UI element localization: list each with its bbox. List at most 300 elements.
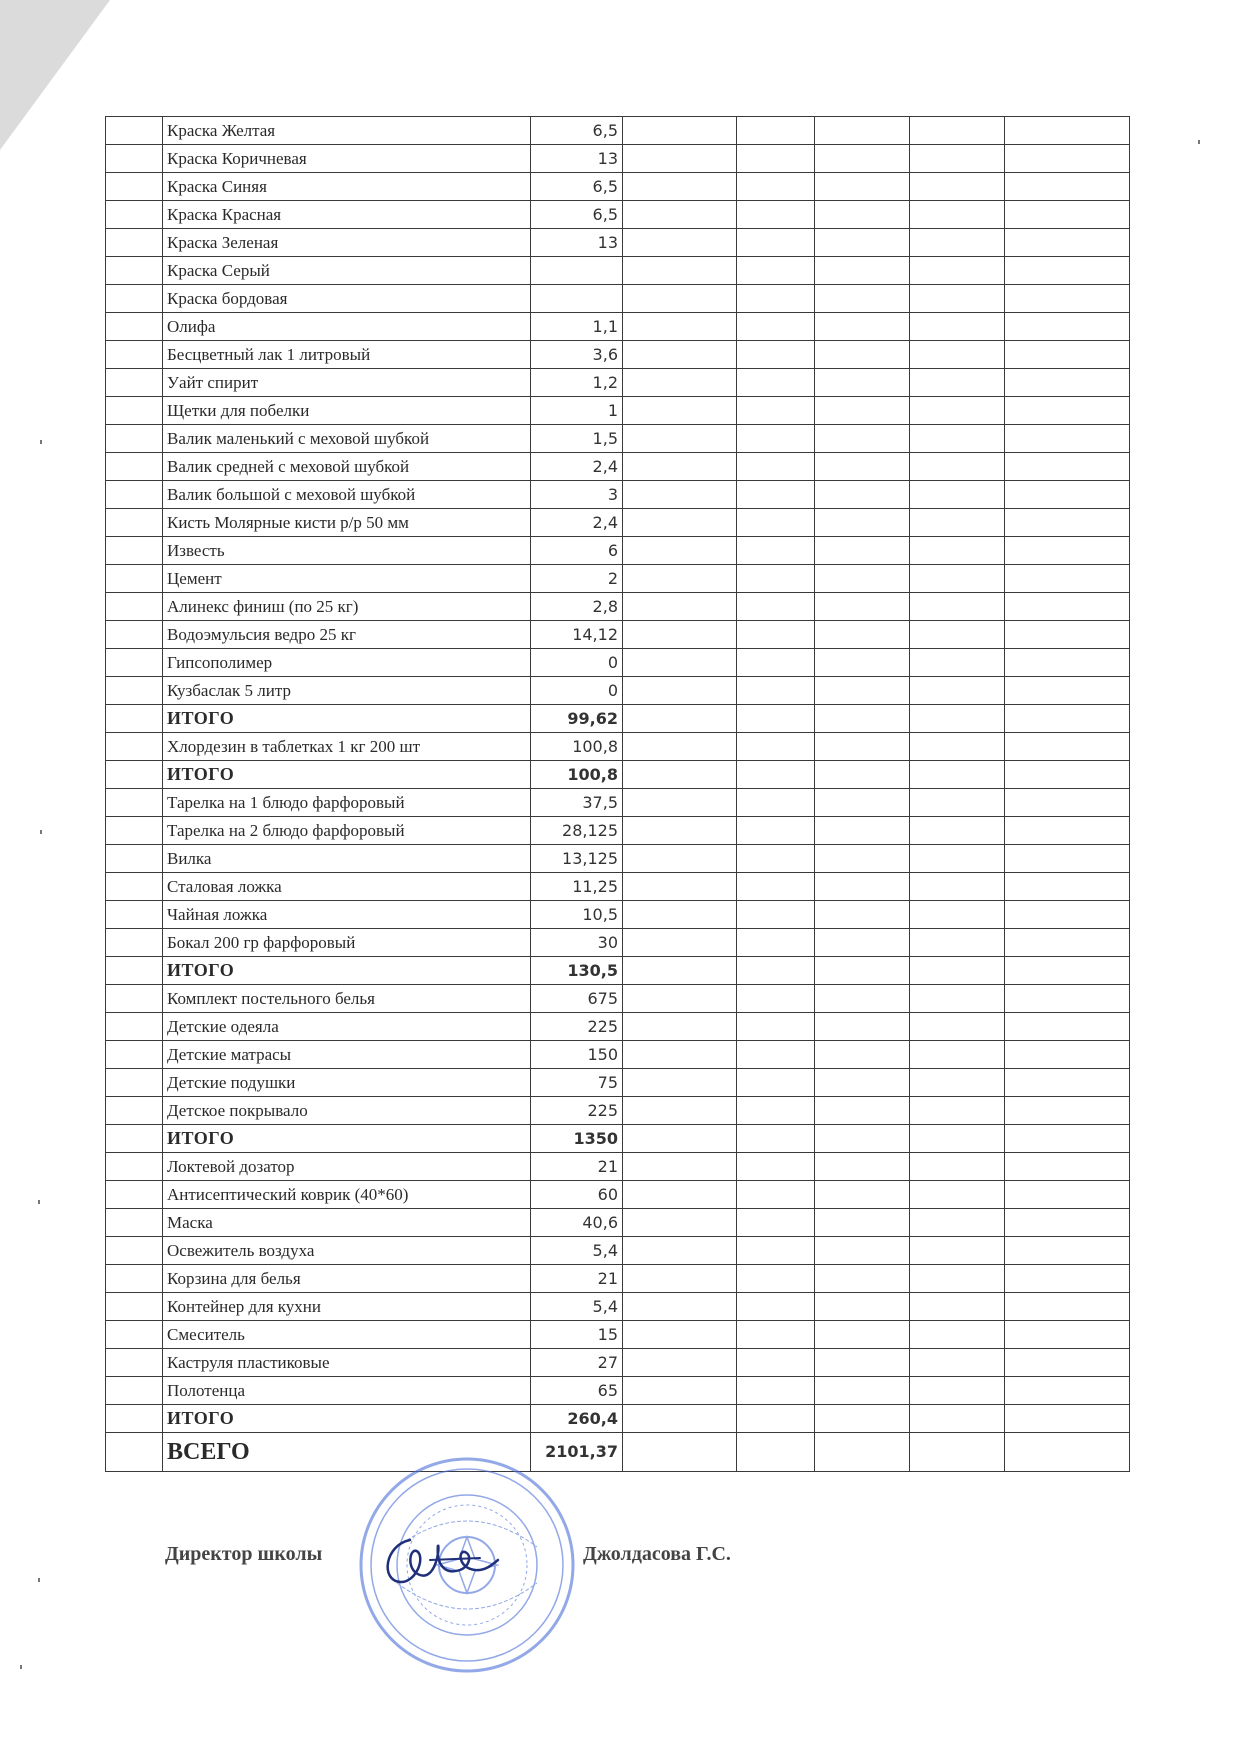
table-row (106, 1377, 1130, 1405)
item-value-cell: 11,25 (531, 873, 623, 901)
empty-cell (1005, 1013, 1130, 1041)
empty-cell (815, 705, 910, 733)
empty-cell (623, 537, 737, 565)
empty-cell (815, 1097, 910, 1125)
empty-cell (815, 1209, 910, 1237)
table-row (106, 1321, 1130, 1349)
empty-cell (737, 1265, 815, 1293)
empty-cell (623, 509, 737, 537)
empty-cell (623, 1041, 737, 1069)
item-value-cell: 150 (531, 1041, 623, 1069)
item-value-cell: 100,8 (531, 761, 623, 789)
empty-cell (910, 649, 1005, 677)
empty-cell (1005, 929, 1130, 957)
empty-cell (623, 817, 737, 845)
empty-cell (737, 201, 815, 229)
table-row (106, 985, 1130, 1013)
empty-cell (737, 789, 815, 817)
empty-cell (910, 761, 1005, 789)
empty-cell (1005, 957, 1130, 985)
item-name-cell: Локтевой дозатор (163, 1153, 531, 1181)
empty-cell (815, 929, 910, 957)
item-value-cell: 6,5 (531, 117, 623, 145)
empty-cell (910, 1265, 1005, 1293)
item-value-cell (531, 285, 623, 313)
table-row (106, 733, 1130, 761)
empty-cell (623, 1069, 737, 1097)
item-name-cell: Валик большой с меховой шубкой (163, 481, 531, 509)
empty-cell (737, 873, 815, 901)
item-value-cell: 675 (531, 985, 623, 1013)
table-row (106, 621, 1130, 649)
table-row (106, 369, 1130, 397)
table-row (106, 677, 1130, 705)
scan-speck (20, 1665, 22, 1669)
item-value-cell: 13,125 (531, 845, 623, 873)
item-name-cell: ИТОГО (163, 761, 531, 789)
empty-cell (106, 397, 163, 425)
empty-cell (1005, 369, 1130, 397)
empty-cell (737, 1041, 815, 1069)
empty-cell (1005, 1069, 1130, 1097)
empty-cell (106, 1265, 163, 1293)
empty-cell (1005, 593, 1130, 621)
empty-cell (623, 481, 737, 509)
empty-cell (106, 901, 163, 929)
empty-cell (106, 957, 163, 985)
table-row (106, 117, 1130, 145)
item-value-cell: 1,1 (531, 313, 623, 341)
empty-cell (106, 1377, 163, 1405)
empty-cell (623, 565, 737, 593)
empty-cell (737, 565, 815, 593)
empty-cell (815, 1237, 910, 1265)
empty-cell (815, 985, 910, 1013)
empty-cell (1005, 1125, 1130, 1153)
empty-cell (623, 1125, 737, 1153)
item-value-cell: 3 (531, 481, 623, 509)
empty-cell (910, 117, 1005, 145)
empty-cell (815, 285, 910, 313)
table-row (106, 873, 1130, 901)
item-value-cell: 28,125 (531, 817, 623, 845)
subtotal-row (106, 761, 1130, 789)
item-value-cell: 5,4 (531, 1237, 623, 1265)
empty-cell (737, 453, 815, 481)
item-value-cell: 260,4 (531, 1405, 623, 1433)
empty-cell (910, 873, 1005, 901)
empty-cell (910, 1321, 1005, 1349)
empty-cell (106, 1321, 163, 1349)
scan-speck (40, 830, 42, 834)
empty-cell (623, 1293, 737, 1321)
empty-cell (737, 593, 815, 621)
empty-cell (910, 285, 1005, 313)
item-name-cell: Контейнер для кухни (163, 1293, 531, 1321)
empty-cell (1005, 257, 1130, 285)
empty-cell (106, 453, 163, 481)
empty-cell (106, 1209, 163, 1237)
empty-cell (815, 173, 910, 201)
empty-cell (106, 593, 163, 621)
empty-cell (737, 817, 815, 845)
empty-cell (815, 1293, 910, 1321)
empty-cell (815, 313, 910, 341)
empty-cell (623, 285, 737, 313)
empty-cell (737, 481, 815, 509)
empty-cell (623, 705, 737, 733)
item-value-cell: 13 (531, 145, 623, 173)
table-row (106, 1069, 1130, 1097)
item-value-cell: 27 (531, 1349, 623, 1377)
item-name-cell: Кузбаслак 5 литр (163, 677, 531, 705)
empty-cell (106, 1181, 163, 1209)
item-name-cell: ИТОГО (163, 1125, 531, 1153)
table-row (106, 313, 1130, 341)
empty-cell (106, 1125, 163, 1153)
empty-cell (623, 453, 737, 481)
empty-cell (623, 229, 737, 257)
empty-cell (910, 705, 1005, 733)
item-name-cell: Известь (163, 537, 531, 565)
empty-cell (1005, 285, 1130, 313)
empty-cell (106, 257, 163, 285)
empty-cell (737, 1069, 815, 1097)
item-value-cell: 2,8 (531, 593, 623, 621)
table-row (106, 845, 1130, 873)
item-value-cell: 21 (531, 1265, 623, 1293)
empty-cell (623, 677, 737, 705)
table-row (106, 1153, 1130, 1181)
table-row (106, 1265, 1130, 1293)
item-value-cell: 30 (531, 929, 623, 957)
item-value-cell: 6,5 (531, 173, 623, 201)
item-name-cell: Краска бордовая (163, 285, 531, 313)
page-corner-fold (0, 0, 110, 150)
empty-cell (737, 985, 815, 1013)
empty-cell (623, 257, 737, 285)
empty-cell (815, 845, 910, 873)
empty-cell (106, 145, 163, 173)
empty-cell (737, 957, 815, 985)
empty-cell (1005, 649, 1130, 677)
item-name-cell: Краска Серый (163, 257, 531, 285)
empty-cell (910, 985, 1005, 1013)
empty-cell (623, 593, 737, 621)
empty-cell (623, 1433, 737, 1472)
table-row (106, 453, 1130, 481)
table-row (106, 509, 1130, 537)
empty-cell (106, 201, 163, 229)
item-name-cell: ИТОГО (163, 957, 531, 985)
empty-cell (1005, 1293, 1130, 1321)
empty-cell (815, 621, 910, 649)
table-row (106, 145, 1130, 173)
empty-cell (910, 1041, 1005, 1069)
empty-cell (623, 789, 737, 817)
empty-cell (737, 1237, 815, 1265)
item-value-cell: 1 (531, 397, 623, 425)
empty-cell (1005, 901, 1130, 929)
item-value-cell: 130,5 (531, 957, 623, 985)
empty-cell (815, 257, 910, 285)
empty-cell (106, 369, 163, 397)
empty-cell (1005, 761, 1130, 789)
empty-cell (910, 1153, 1005, 1181)
empty-cell (910, 1097, 1005, 1125)
scan-speck (38, 1578, 40, 1582)
empty-cell (815, 369, 910, 397)
item-value-cell: 10,5 (531, 901, 623, 929)
table-row (106, 1041, 1130, 1069)
empty-cell (1005, 1181, 1130, 1209)
empty-cell (910, 341, 1005, 369)
item-name-cell: ИТОГО (163, 705, 531, 733)
empty-cell (623, 1321, 737, 1349)
subtotal-row (106, 1125, 1130, 1153)
scan-speck (40, 440, 42, 444)
table-row (106, 201, 1130, 229)
item-value-cell: 40,6 (531, 1209, 623, 1237)
table-row (106, 285, 1130, 313)
empty-cell (1005, 229, 1130, 257)
empty-cell (815, 425, 910, 453)
empty-cell (623, 929, 737, 957)
item-name-cell: Цемент (163, 565, 531, 593)
empty-cell (737, 1377, 815, 1405)
item-value-cell: 65 (531, 1377, 623, 1405)
item-name-cell: Детские матрасы (163, 1041, 531, 1069)
table-row (106, 1293, 1130, 1321)
empty-cell (737, 537, 815, 565)
item-name-cell: Бокал 200 гр фарфоровый (163, 929, 531, 957)
table-row (106, 341, 1130, 369)
empty-cell (623, 173, 737, 201)
empty-cell (106, 1153, 163, 1181)
item-value-cell: 6,5 (531, 201, 623, 229)
empty-cell (623, 145, 737, 173)
empty-cell (623, 1181, 737, 1209)
empty-cell (106, 425, 163, 453)
table-row (106, 1181, 1130, 1209)
empty-cell (737, 285, 815, 313)
table-row (106, 1237, 1130, 1265)
empty-cell (910, 229, 1005, 257)
empty-cell (106, 705, 163, 733)
empty-cell (910, 1209, 1005, 1237)
empty-cell (815, 1433, 910, 1472)
empty-cell (1005, 537, 1130, 565)
empty-cell (910, 201, 1005, 229)
empty-cell (106, 1013, 163, 1041)
item-value-cell: 1,2 (531, 369, 623, 397)
table-row (106, 789, 1130, 817)
empty-cell (1005, 509, 1130, 537)
director-signature (380, 1530, 500, 1590)
empty-cell (910, 1013, 1005, 1041)
empty-cell (910, 145, 1005, 173)
empty-cell (815, 1377, 910, 1405)
empty-cell (737, 733, 815, 761)
empty-cell (623, 1013, 737, 1041)
empty-cell (1005, 313, 1130, 341)
empty-cell (1005, 705, 1130, 733)
empty-cell (737, 1433, 815, 1472)
empty-cell (106, 649, 163, 677)
empty-cell (737, 649, 815, 677)
item-name-cell: Вилка (163, 845, 531, 873)
item-value-cell: 13 (531, 229, 623, 257)
empty-cell (1005, 481, 1130, 509)
empty-cell (737, 1125, 815, 1153)
empty-cell (910, 621, 1005, 649)
empty-cell (106, 341, 163, 369)
item-name-cell: Водоэмульсия ведро 25 кг (163, 621, 531, 649)
item-value-cell: 2101,37 (531, 1433, 623, 1472)
empty-cell (737, 313, 815, 341)
empty-cell (1005, 873, 1130, 901)
empty-cell (737, 1349, 815, 1377)
item-name-cell: Сталовая ложка (163, 873, 531, 901)
empty-cell (910, 425, 1005, 453)
empty-cell (106, 229, 163, 257)
empty-cell (106, 1405, 163, 1433)
empty-cell (1005, 425, 1130, 453)
empty-cell (623, 201, 737, 229)
table-row (106, 593, 1130, 621)
empty-cell (737, 257, 815, 285)
empty-cell (1005, 1153, 1130, 1181)
item-value-cell: 100,8 (531, 733, 623, 761)
empty-cell (815, 481, 910, 509)
empty-cell (623, 1377, 737, 1405)
item-value-cell: 0 (531, 649, 623, 677)
empty-cell (910, 257, 1005, 285)
empty-cell (1005, 1237, 1130, 1265)
empty-cell (1005, 173, 1130, 201)
empty-cell (623, 845, 737, 873)
item-name-cell: Краска Синяя (163, 173, 531, 201)
item-name-cell: Освежитель воздуха (163, 1237, 531, 1265)
item-name-cell: Антисептический коврик (40*60) (163, 1181, 531, 1209)
empty-cell (106, 509, 163, 537)
item-value-cell: 37,5 (531, 789, 623, 817)
empty-cell (910, 537, 1005, 565)
empty-cell (737, 845, 815, 873)
item-name-cell: Комплект постельного белья (163, 985, 531, 1013)
empty-cell (737, 761, 815, 789)
empty-cell (815, 537, 910, 565)
empty-cell (623, 733, 737, 761)
item-name-cell: Каструля пластиковые (163, 1349, 531, 1377)
empty-cell (623, 313, 737, 341)
empty-cell (815, 1405, 910, 1433)
item-name-cell: Полотенца (163, 1377, 531, 1405)
empty-cell (737, 229, 815, 257)
item-value-cell: 225 (531, 1013, 623, 1041)
empty-cell (910, 845, 1005, 873)
empty-cell (623, 957, 737, 985)
empty-cell (910, 369, 1005, 397)
empty-cell (106, 985, 163, 1013)
empty-cell (910, 1125, 1005, 1153)
item-name-cell: Чайная ложка (163, 901, 531, 929)
empty-cell (623, 1237, 737, 1265)
item-name-cell: Щетки для побелки (163, 397, 531, 425)
empty-cell (623, 621, 737, 649)
item-value-cell: 1350 (531, 1125, 623, 1153)
empty-cell (1005, 1209, 1130, 1237)
director-name: Джолдасова Г.С. (583, 1543, 731, 1565)
empty-cell (106, 845, 163, 873)
item-value-cell: 1,5 (531, 425, 623, 453)
item-value-cell: 15 (531, 1321, 623, 1349)
empty-cell (815, 453, 910, 481)
empty-cell (737, 1405, 815, 1433)
empty-cell (106, 873, 163, 901)
table-row (106, 397, 1130, 425)
empty-cell (106, 929, 163, 957)
empty-cell (106, 285, 163, 313)
empty-cell (815, 901, 910, 929)
item-name-cell: Валик средней с меховой шубкой (163, 453, 531, 481)
empty-cell (737, 397, 815, 425)
empty-cell (910, 677, 1005, 705)
empty-cell (106, 1041, 163, 1069)
empty-cell (815, 1153, 910, 1181)
empty-cell (815, 761, 910, 789)
empty-cell (1005, 117, 1130, 145)
empty-cell (1005, 1097, 1130, 1125)
empty-cell (737, 705, 815, 733)
empty-cell (623, 1153, 737, 1181)
empty-cell (737, 1097, 815, 1125)
subtotal-row (106, 1405, 1130, 1433)
table-row (106, 649, 1130, 677)
empty-cell (106, 537, 163, 565)
empty-cell (910, 1377, 1005, 1405)
empty-cell (910, 1181, 1005, 1209)
empty-cell (1005, 1377, 1130, 1405)
item-value-cell: 21 (531, 1153, 623, 1181)
item-name-cell: Тарелка на 2 блюдо фарфоровый (163, 817, 531, 845)
item-name-cell: Хлордезин в таблетках 1 кг 200 шт (163, 733, 531, 761)
empty-cell (737, 1293, 815, 1321)
item-name-cell: Кисть Молярные кисти р/р 50 мм (163, 509, 531, 537)
empty-cell (623, 1265, 737, 1293)
empty-cell (623, 901, 737, 929)
empty-cell (623, 1209, 737, 1237)
empty-cell (737, 1321, 815, 1349)
empty-cell (815, 201, 910, 229)
subtotal-row (106, 957, 1130, 985)
empty-cell (106, 1237, 163, 1265)
item-name-cell: Гипсополимер (163, 649, 531, 677)
empty-cell (815, 817, 910, 845)
empty-cell (910, 733, 1005, 761)
item-value-cell: 2 (531, 565, 623, 593)
empty-cell (1005, 845, 1130, 873)
empty-cell (737, 1181, 815, 1209)
empty-cell (1005, 733, 1130, 761)
empty-cell (815, 677, 910, 705)
empty-cell (910, 817, 1005, 845)
empty-cell (910, 453, 1005, 481)
empty-cell (815, 1265, 910, 1293)
item-value-cell: 5,4 (531, 1293, 623, 1321)
empty-cell (910, 173, 1005, 201)
item-name-cell: Краска Красная (163, 201, 531, 229)
